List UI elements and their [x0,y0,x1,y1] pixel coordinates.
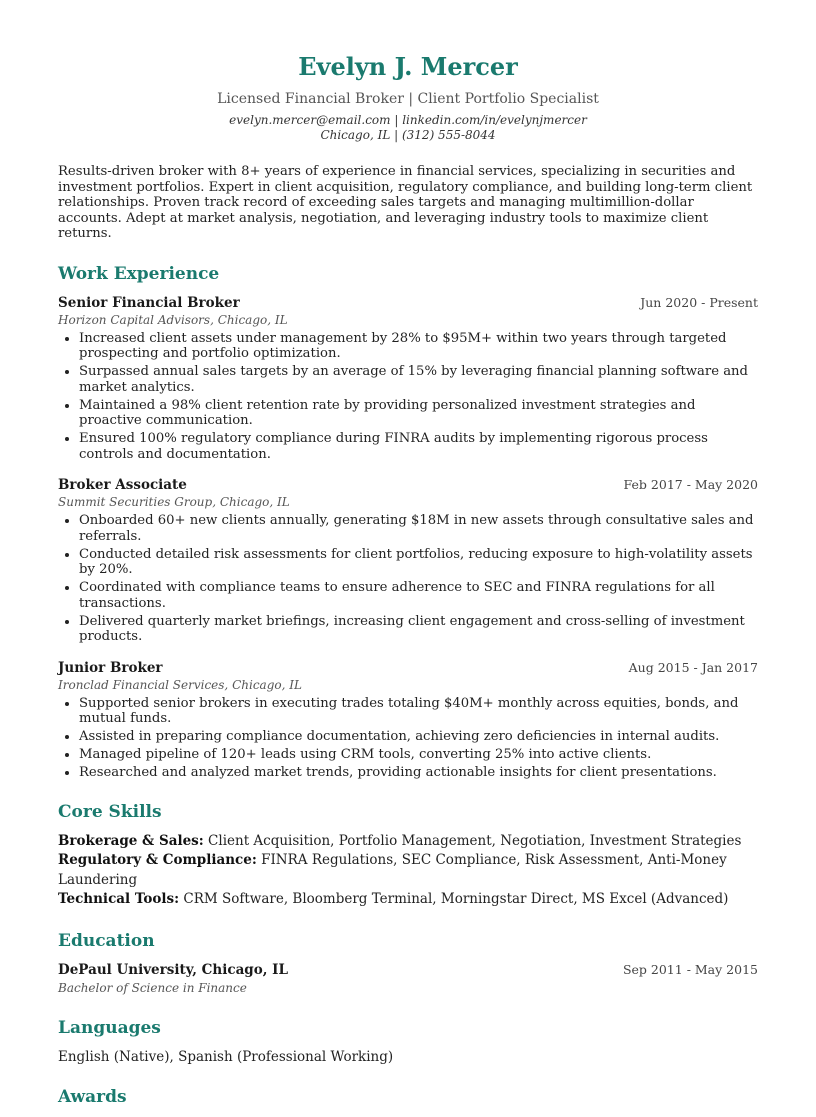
job-bullet: • Researched and analyzed market trends, providing actionable insights for client presentations. [79,765,758,781]
job-title: Junior Broker [58,659,163,676]
job-dates: Aug 2015 - Jan 2017 [628,659,758,675]
contact-email-linkedin: evelyn.mercer@email.com | linkedin.com/in/evelynjmercer [229,113,587,127]
education-header [58,961,758,979]
job-bullet: • Conducted detailed risk assessments for client portfolios, reducing exposure to high-volatility assets by 20%. [79,547,758,578]
job-dates: Feb 2017 - May 2020 [623,477,758,492]
section-title-skills: Core Skills [58,801,162,822]
job-company: Horizon Capital Advisors, Chicago, IL [58,312,288,327]
education-entry [58,961,758,997]
job-entry [58,659,758,781]
skill-line [58,890,758,910]
candidate-name: Evelyn J. Mercer [298,52,518,81]
skill-category: Regulatory & Compliance: [58,852,257,868]
experience-list [58,294,758,781]
skills-list [58,832,758,910]
job-bullet: • Delivered quarterly market briefings, increasing client engagement and cross-selling of investment products. [79,614,758,645]
job-bullet: • Onboarded 60+ new clients annually, generating $18M in new assets through consultative sales and referrals. [79,513,758,544]
job-header [58,294,758,312]
section-title-awards: Awards [58,1086,127,1107]
resume-header [0,0,816,143]
languages-list: English (Native), Spanish (Professional Working) [58,1048,394,1065]
job-bullet-list [58,696,758,781]
resume-body [58,164,758,1117]
skill-category: Brokerage & Sales: [58,832,204,849]
job-bullet: • Increased client assets under management by 28% to $95M+ within two years through targeted prospecting and portfolio optimization. [79,331,758,362]
job-header [58,659,758,677]
section-title-education: Education [58,930,155,951]
candidate-headline: Licensed Financial Broker | Client Portfolio Specialist [217,91,599,107]
skill-items: CRM Software, Bloomberg Terminal, Morningstar Direct, MS Excel (Advanced) [183,891,729,907]
skill-line [58,832,758,852]
contact-location-phone: Chicago, IL | (312) 555-8044 [320,128,496,142]
education-school: DePaul University, Chicago, IL [58,961,288,978]
education-degree: Bachelor of Science in Finance [58,980,247,995]
job-header [58,476,758,494]
job-bullet: • Supported senior brokers in executing trades totaling $40M+ monthly across equities, bonds, and mutual funds. [79,696,758,727]
job-bullet: • Maintained a 98% client retention rate by providing personalized investment strategies and proactive communication. [79,398,758,429]
skill-items: Client Acquisition, Portfolio Management, Negotiation, Investment Strategies [208,832,742,849]
professional-summary: Results-driven broker with 8+ years of experience in financial services, specializing in securities and investment portfolios. Expert in client acquisition, regulatory compliance, and building long-term client relationships. Proven track record of exceeding sales targets and managing multimillion-dollar accounts. Adept at market analysis, negotiation, and leveraging industry tools to maximize client returns. [58,164,753,241]
job-bullet: • Coordinated with compliance teams to ensure adherence to SEC and FINRA regulations for all transactions. [79,580,758,611]
job-dates: Jun 2020 - Present [640,294,758,310]
job-entry [58,294,758,463]
section-title-experience: Work Experience [58,263,220,284]
job-bullet: • Assisted in preparing compliance documentation, achieving zero deficiencies in internal audits. [79,729,758,745]
job-entry [58,476,758,645]
job-title: Senior Financial Broker [58,294,240,311]
skill-items: FINRA Regulations, SEC Compliance, Risk Assessment, Anti-Money Laundering [58,852,727,888]
job-company: Summit Securities Group, Chicago, IL [58,495,290,509]
job-bullet-list [58,513,758,645]
skill-category: Technical Tools: [58,891,180,907]
job-bullet: • Managed pipeline of 120+ leads using CRM tools, converting 25% into active clients. [79,747,758,763]
education-dates: Sep 2011 - May 2015 [622,961,758,977]
skill-line [58,851,758,890]
section-title-languages: Languages [58,1017,161,1038]
job-bullet: • Ensured 100% regulatory compliance during FINRA audits by implementing rigorous process controls and documentation. [79,431,758,462]
job-bullet-list [58,331,758,463]
job-bullet: • Surpassed annual sales targets by an average of 15% by leveraging financial planning software and market analytics. [79,364,758,395]
job-company: Ironclad Financial Services, Chicago, IL [58,677,302,692]
job-title: Broker Associate [58,477,187,493]
